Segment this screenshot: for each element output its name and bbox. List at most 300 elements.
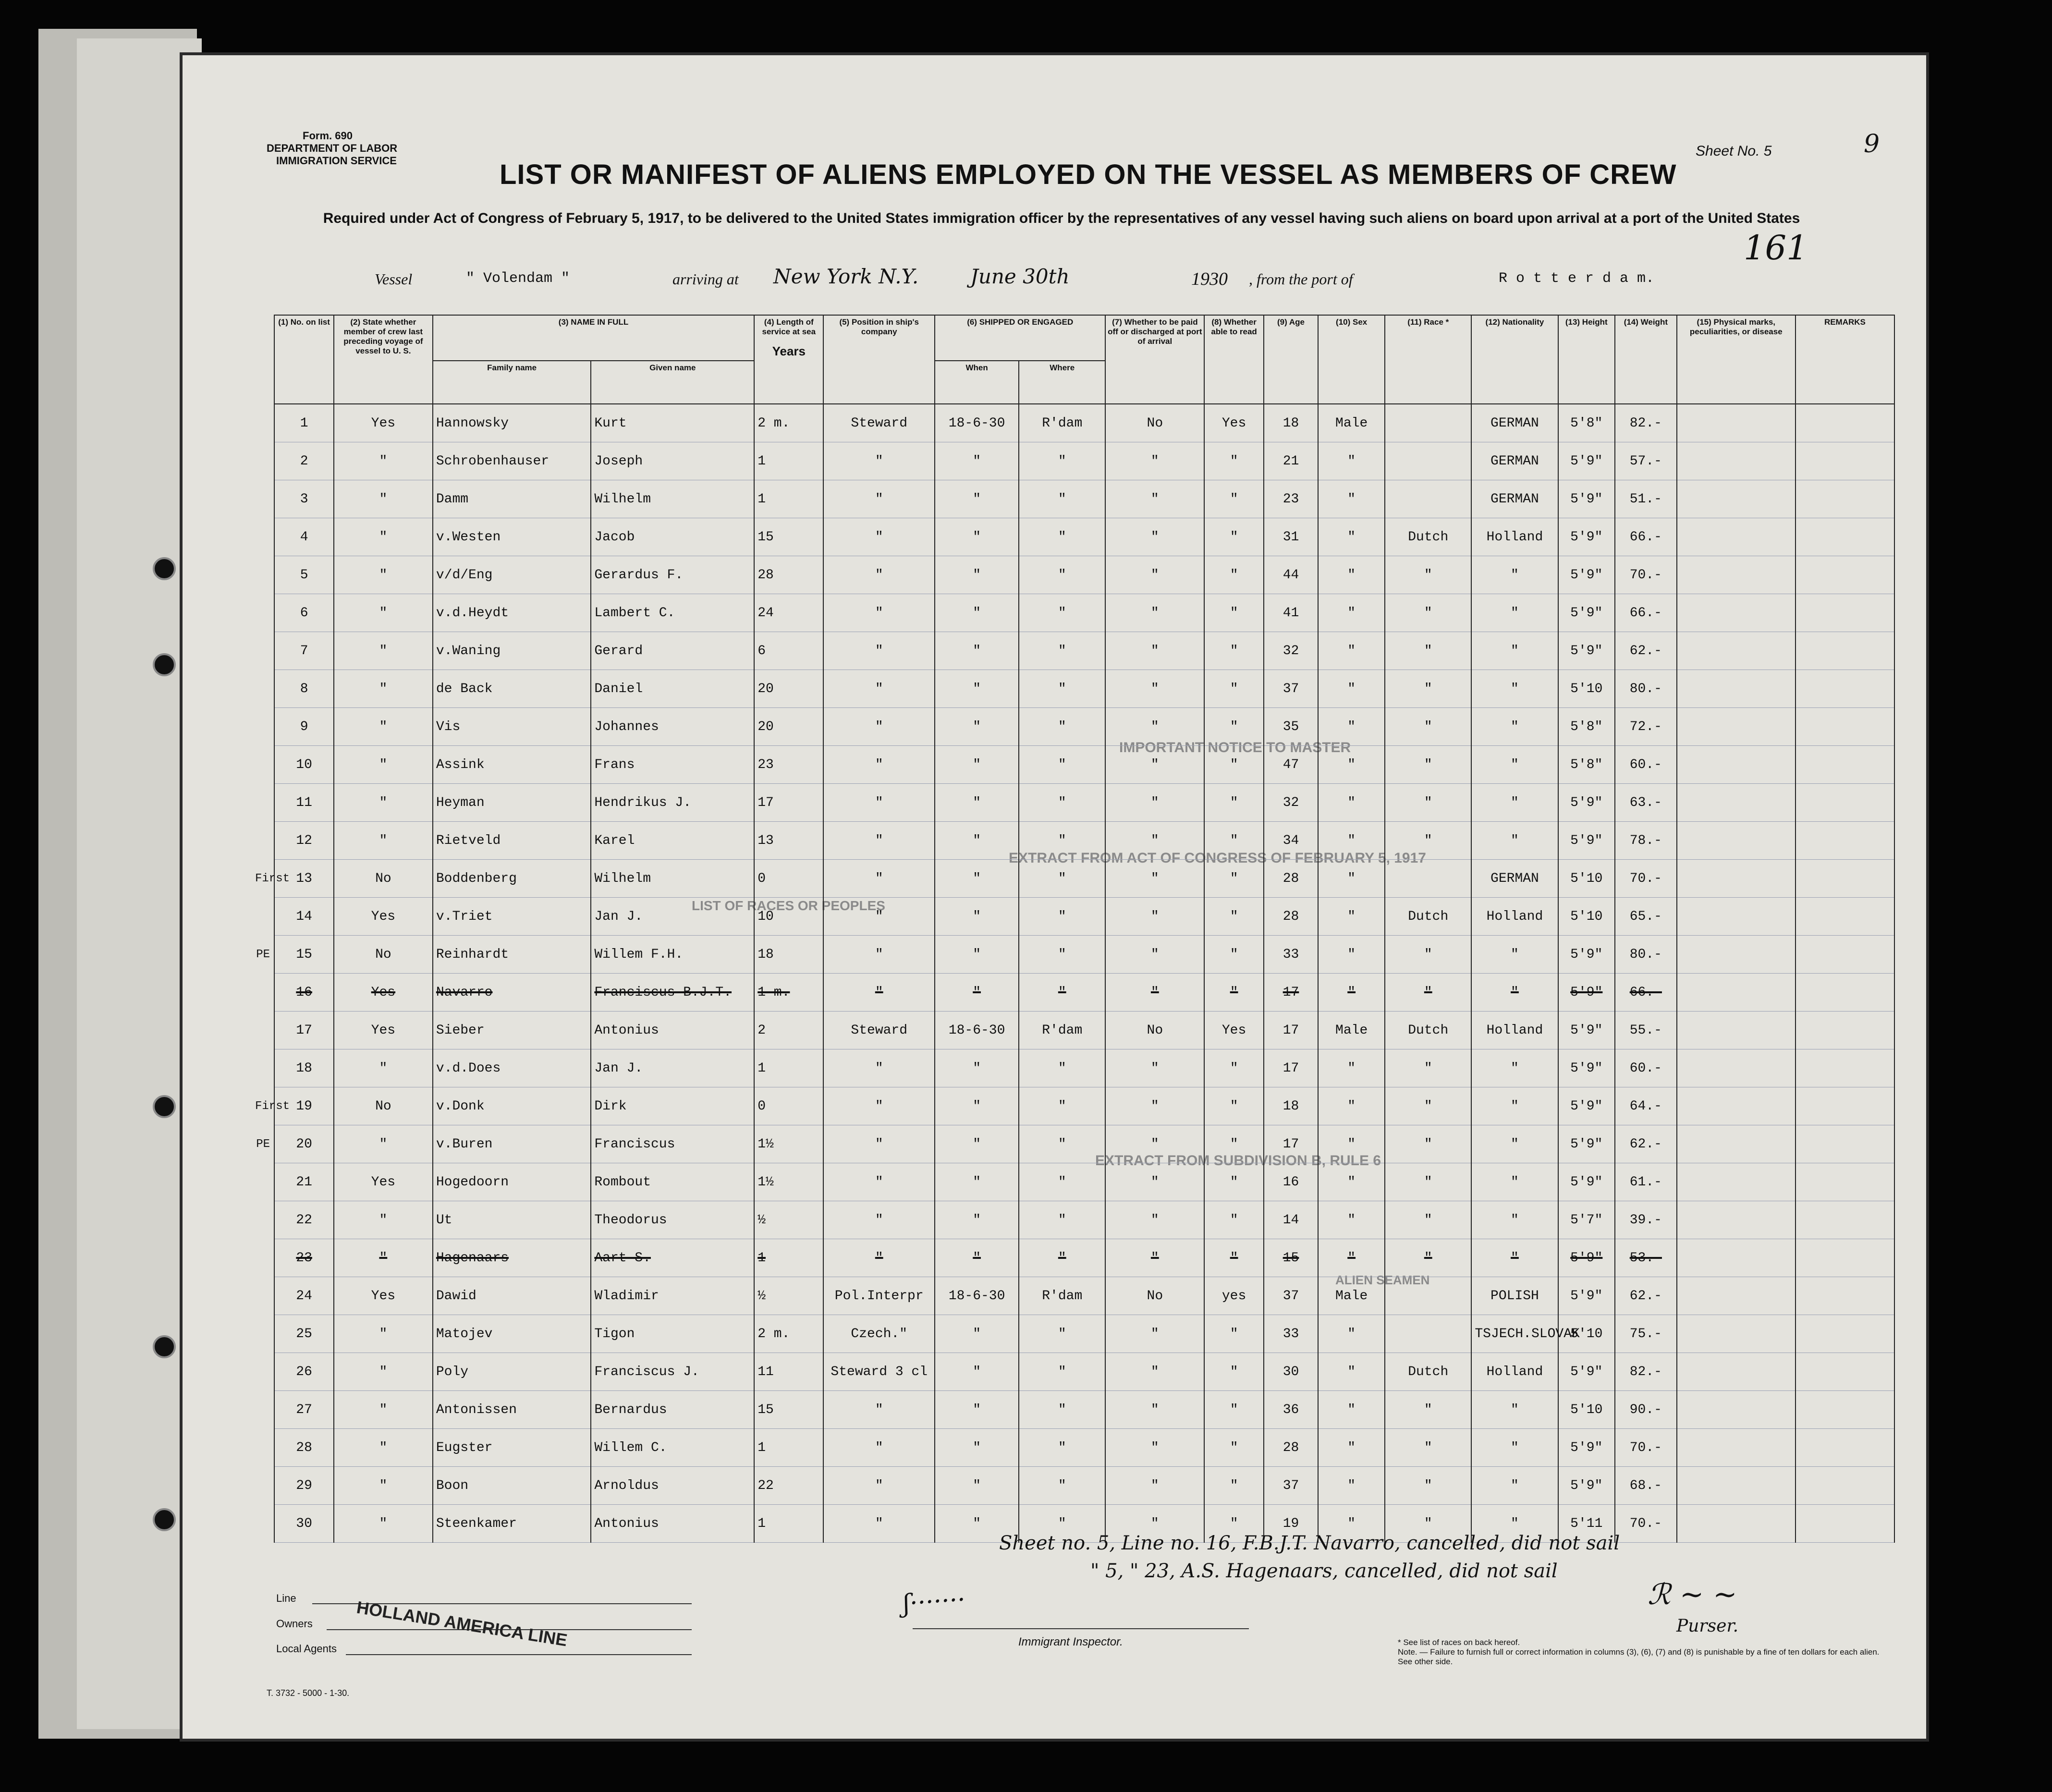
cell-previous-voyage: "	[334, 1049, 433, 1087]
cell-shipped-where: "	[1019, 632, 1105, 670]
cell-paid-off: "	[1105, 632, 1204, 670]
cell-physical-marks	[1677, 1391, 1796, 1429]
agents-label: Local Agents	[276, 1643, 337, 1655]
binder-hole	[153, 1508, 176, 1531]
cell-length-of-service: 23	[754, 746, 823, 784]
cell-position: "	[823, 898, 935, 936]
cell-nationality: Holland	[1471, 1353, 1558, 1391]
print-code: T. 3732 - 5000 - 1-30.	[267, 1688, 350, 1698]
cell-position: "	[823, 1467, 935, 1505]
cell-weight: 75.-	[1615, 1315, 1677, 1353]
cell-height: 5'9"	[1558, 1353, 1615, 1391]
cell-race: Dutch	[1385, 898, 1471, 936]
row-annotation	[252, 1429, 274, 1467]
cell-paid-off: "	[1105, 442, 1204, 480]
cell-previous-voyage: Yes	[334, 898, 433, 936]
row-annotation	[252, 556, 274, 594]
cell-given-name: Theodorus	[591, 1201, 754, 1239]
cell-given-name: Hendrikus J.	[591, 784, 754, 822]
cell-physical-marks	[1677, 936, 1796, 974]
col-service-unit: Years	[772, 344, 806, 358]
cell-nationality: "	[1471, 1201, 1558, 1239]
cell-row-number: 29	[274, 1467, 334, 1505]
handwritten-page-number: 161	[1744, 228, 1808, 268]
cell-row-number: 18	[274, 1049, 334, 1087]
cell-given-name: Frans	[591, 746, 754, 784]
cell-physical-marks	[1677, 1239, 1796, 1277]
cell-paid-off: "	[1105, 670, 1204, 708]
cell-height: 5'9"	[1558, 1277, 1615, 1315]
cell-remarks	[1796, 1277, 1894, 1315]
cell-weight: 61.-	[1615, 1163, 1677, 1201]
cell-family-name: v.Westen	[433, 518, 591, 556]
cell-paid-off: "	[1105, 860, 1204, 898]
cell-physical-marks	[1677, 1505, 1796, 1543]
cell-race: "	[1385, 670, 1471, 708]
cell-age: 14	[1264, 1201, 1318, 1239]
cell-weight: 78.-	[1615, 822, 1677, 860]
cell-given-name: Lambert C.	[591, 594, 754, 632]
cell-sex: "	[1318, 898, 1385, 936]
cell-row-number: 23	[274, 1239, 334, 1277]
cell-race: "	[1385, 936, 1471, 974]
table-row	[252, 1012, 1894, 1049]
cell-shipped-when: "	[935, 1315, 1019, 1353]
col-position: (5) Position in ship's company	[823, 315, 935, 404]
form-header	[267, 130, 397, 167]
page-title: LIST OR MANIFEST OF ALIENS EMPLOYED ON THE VESSEL AS MEMBERS OF CREW	[500, 159, 1677, 190]
cell-previous-voyage: "	[334, 480, 433, 518]
page-subtitle: Required under Act of Congress of February 5, 1917, to be delivered to the United States immigration officer by the representatives of any vessel having such aliens on board upon arrival at a port of the United States	[323, 210, 1800, 226]
cell-remarks	[1796, 518, 1894, 556]
table-row	[252, 442, 1894, 480]
cell-remarks	[1796, 708, 1894, 746]
cell-shipped-when: "	[935, 670, 1019, 708]
cell-paid-off: "	[1105, 1125, 1204, 1163]
table-row	[252, 1353, 1894, 1391]
cell-length-of-service: 1½	[754, 1163, 823, 1201]
cell-shipped-where: "	[1019, 1201, 1105, 1239]
cell-height: 5'8"	[1558, 404, 1615, 442]
cell-row-number: 22	[274, 1201, 334, 1239]
row-annotation	[252, 1163, 274, 1201]
cell-given-name: Kurt	[591, 404, 754, 442]
cell-height: 5'9"	[1558, 1012, 1615, 1049]
cell-race	[1385, 860, 1471, 898]
cell-family-name: Damm	[433, 480, 591, 518]
cell-height: 5'9"	[1558, 784, 1615, 822]
cell-previous-voyage: "	[334, 1429, 433, 1467]
cell-height: 5'9"	[1558, 1087, 1615, 1125]
cell-remarks	[1796, 1467, 1894, 1505]
cell-given-name: Rombout	[591, 1163, 754, 1201]
row-annotation: PE	[256, 948, 270, 961]
cell-row-number: 1	[274, 404, 334, 442]
cell-given-name: Bernardus	[591, 1391, 754, 1429]
table-row	[252, 1049, 1894, 1087]
cell-remarks	[1796, 746, 1894, 784]
cell-given-name: Willem F.H.	[591, 936, 754, 974]
cell-age: 37	[1264, 1277, 1318, 1315]
cell-sex: "	[1318, 1201, 1385, 1239]
binder-hole	[153, 557, 176, 580]
cell-position: "	[823, 518, 935, 556]
table-row	[252, 936, 1894, 974]
agents-rule	[346, 1654, 692, 1655]
cell-previous-voyage: "	[334, 1201, 433, 1239]
col-race: (11) Race *	[1385, 315, 1471, 404]
cell-sex: "	[1318, 1505, 1385, 1543]
cell-row-number: 17	[274, 1012, 334, 1049]
cell-row-number: 27	[274, 1391, 334, 1429]
binder-hole	[153, 653, 176, 676]
cell-shipped-when: "	[935, 784, 1019, 822]
cell-physical-marks	[1677, 1277, 1796, 1315]
cell-family-name: Poly	[433, 1353, 591, 1391]
cell-nationality: "	[1471, 1391, 1558, 1429]
cell-able-to-read: yes	[1204, 1277, 1264, 1315]
cell-weight: 60.-	[1615, 1049, 1677, 1087]
cell-position: "	[823, 632, 935, 670]
cell-family-name: Rietveld	[433, 822, 591, 860]
table-row	[252, 404, 1894, 442]
cell-physical-marks	[1677, 1315, 1796, 1353]
table-row	[252, 1201, 1894, 1239]
cell-weight: 90.-	[1615, 1391, 1677, 1429]
cell-race: "	[1385, 594, 1471, 632]
cell-race: Dutch	[1385, 1353, 1471, 1391]
cell-nationality: GERMAN	[1471, 442, 1558, 480]
cell-length-of-service: 22	[754, 1467, 823, 1505]
cell-length-of-service: 1	[754, 1239, 823, 1277]
table-row	[252, 1277, 1894, 1315]
cell-physical-marks	[1677, 898, 1796, 936]
cell-weight: 60.-	[1615, 746, 1677, 784]
row-annotation	[252, 1277, 274, 1315]
cell-height: 5'10	[1558, 860, 1615, 898]
table-row	[252, 1163, 1894, 1201]
cell-able-to-read: "	[1204, 860, 1264, 898]
cell-row-number: 21	[274, 1163, 334, 1201]
cell-shipped-when: "	[935, 518, 1019, 556]
cell-nationality: "	[1471, 822, 1558, 860]
cell-height: 5'9"	[1558, 632, 1615, 670]
cell-nationality: "	[1471, 632, 1558, 670]
cell-weight: 62.-	[1615, 632, 1677, 670]
cell-shipped-when: "	[935, 746, 1019, 784]
cell-length-of-service: 18	[754, 936, 823, 974]
row-annotation	[252, 974, 274, 1012]
cell-length-of-service: 20	[754, 670, 823, 708]
vessel-line	[375, 267, 1816, 295]
cell-given-name: Wilhelm	[591, 480, 754, 518]
cell-sex: "	[1318, 1391, 1385, 1429]
cell-remarks	[1796, 404, 1894, 442]
cell-remarks	[1796, 1239, 1894, 1277]
row-annotation	[252, 1049, 274, 1087]
table-row	[252, 898, 1894, 936]
cell-nationality: TSJECH.SLOVAK	[1471, 1315, 1558, 1353]
inspector-rule	[913, 1628, 1249, 1629]
cell-position: "	[823, 556, 935, 594]
cell-row-number: 19	[274, 1087, 334, 1125]
cell-weight: 70.-	[1615, 1505, 1677, 1543]
cell-sex: "	[1318, 746, 1385, 784]
cell-sex: "	[1318, 1239, 1385, 1277]
sheet-number: Sheet No. 5	[1696, 143, 1772, 159]
cell-age: 36	[1264, 1391, 1318, 1429]
cell-sex: "	[1318, 708, 1385, 746]
from-port-label: , from the port of	[1249, 270, 1353, 288]
cell-remarks	[1796, 1429, 1894, 1467]
cell-paid-off: "	[1105, 746, 1204, 784]
cell-race: "	[1385, 1429, 1471, 1467]
cell-position: Steward	[823, 1012, 935, 1049]
cell-sex: "	[1318, 1467, 1385, 1505]
cell-sex: "	[1318, 670, 1385, 708]
cell-sex: "	[1318, 1125, 1385, 1163]
cell-physical-marks	[1677, 1353, 1796, 1391]
col-paid-off: (7) Whether to be paid off or discharged at port of arrival	[1105, 315, 1204, 404]
inspector-signature: ʃ·······	[902, 1585, 966, 1619]
cell-length-of-service: 1 m.	[754, 974, 823, 1012]
cell-able-to-read: "	[1204, 822, 1264, 860]
cell-height: 5'9"	[1558, 936, 1615, 974]
cell-given-name: Karel	[591, 822, 754, 860]
cell-row-number: 30	[274, 1505, 334, 1543]
cell-remarks	[1796, 1505, 1894, 1543]
cell-race: "	[1385, 1505, 1471, 1543]
cell-weight: 70.-	[1615, 556, 1677, 594]
cell-weight: 80.-	[1615, 936, 1677, 974]
cell-height: 5'9"	[1558, 974, 1615, 1012]
cell-remarks	[1796, 822, 1894, 860]
table-row	[252, 974, 1894, 1012]
cell-given-name: Tigon	[591, 1315, 754, 1353]
cell-physical-marks	[1677, 822, 1796, 860]
cell-position: "	[823, 936, 935, 974]
cell-shipped-where: "	[1019, 1049, 1105, 1087]
cell-given-name: Aart S.	[591, 1239, 754, 1277]
cell-physical-marks	[1677, 1087, 1796, 1125]
cell-height: 5'10	[1558, 898, 1615, 936]
cancellation-note: Sheet no. 5, Line no. 16, F.B.J.T. Navarro, cancelled, did not sail	[999, 1532, 1620, 1554]
cell-sex: "	[1318, 1429, 1385, 1467]
cell-length-of-service: 1	[754, 1049, 823, 1087]
cell-nationality: "	[1471, 594, 1558, 632]
cell-given-name: Arnoldus	[591, 1467, 754, 1505]
cell-family-name: v.Triet	[433, 898, 591, 936]
cell-age: 32	[1264, 632, 1318, 670]
cell-race	[1385, 480, 1471, 518]
cell-previous-voyage: No	[334, 860, 433, 898]
cell-shipped-where: "	[1019, 784, 1105, 822]
cell-race: Dutch	[1385, 1012, 1471, 1049]
cell-previous-voyage: Yes	[334, 1012, 433, 1049]
cell-shipped-when: 18-6-30	[935, 404, 1019, 442]
cell-shipped-when: 18-6-30	[935, 1012, 1019, 1049]
cell-shipped-when: 18-6-30	[935, 1277, 1019, 1315]
cell-family-name: Assink	[433, 746, 591, 784]
cell-sex: "	[1318, 480, 1385, 518]
table-row	[252, 1239, 1894, 1277]
col-service	[754, 315, 823, 404]
bleed-heading: ALIEN SEAMEN	[1335, 1273, 1430, 1287]
cell-given-name: Joseph	[591, 442, 754, 480]
cell-nationality: "	[1471, 1125, 1558, 1163]
cell-previous-voyage: "	[334, 670, 433, 708]
cell-family-name: Heyman	[433, 784, 591, 822]
cell-paid-off: "	[1105, 784, 1204, 822]
footnote-penalty: Note. — Failure to furnish full or correct information in columns (3), (6), (7) and (8) is punishable by a fine of ten dollars for each alien. See other side.	[1398, 1647, 1880, 1666]
cell-nationality: "	[1471, 708, 1558, 746]
cell-height: 5'11	[1558, 1505, 1615, 1543]
cell-race	[1385, 1315, 1471, 1353]
cell-length-of-service: 0	[754, 1087, 823, 1125]
cell-family-name: v.d.Heydt	[433, 594, 591, 632]
cell-row-number: 24	[274, 1277, 334, 1315]
col-sex: (10) Sex	[1318, 315, 1385, 404]
cell-paid-off: No	[1105, 1277, 1204, 1315]
cell-weight: 51.-	[1615, 480, 1677, 518]
cell-remarks	[1796, 1012, 1894, 1049]
cell-previous-voyage: "	[334, 556, 433, 594]
cell-age: 28	[1264, 1429, 1318, 1467]
cell-shipped-where: "	[1019, 480, 1105, 518]
cell-able-to-read: "	[1204, 556, 1264, 594]
cell-shipped-where: "	[1019, 1467, 1105, 1505]
cell-physical-marks	[1677, 784, 1796, 822]
cell-length-of-service: 0	[754, 860, 823, 898]
cell-sex: "	[1318, 1163, 1385, 1201]
cell-shipped-where: "	[1019, 1391, 1105, 1429]
cell-family-name: Ut	[433, 1201, 591, 1239]
row-annotation	[252, 632, 274, 670]
cell-weight: 68.-	[1615, 1467, 1677, 1505]
cell-nationality: "	[1471, 556, 1558, 594]
cell-previous-voyage: "	[334, 1467, 433, 1505]
cell-length-of-service: ½	[754, 1277, 823, 1315]
cell-age: 16	[1264, 1163, 1318, 1201]
cell-paid-off: "	[1105, 1315, 1204, 1353]
cell-sex: "	[1318, 936, 1385, 974]
cell-length-of-service: 20	[754, 708, 823, 746]
cell-shipped-where: R'dam	[1019, 1012, 1105, 1049]
cell-remarks	[1796, 632, 1894, 670]
cell-paid-off: "	[1105, 594, 1204, 632]
cell-row-number: 5	[274, 556, 334, 594]
cell-race: "	[1385, 1467, 1471, 1505]
cell-previous-voyage: No	[334, 1087, 433, 1125]
cell-previous-voyage: "	[334, 632, 433, 670]
cell-paid-off: "	[1105, 518, 1204, 556]
vessel-label: Vessel	[375, 270, 413, 288]
cell-family-name: v.d.Does	[433, 1049, 591, 1087]
cell-able-to-read: "	[1204, 1391, 1264, 1429]
cell-shipped-when: "	[935, 1391, 1019, 1429]
cell-given-name: Franciscus J.	[591, 1353, 754, 1391]
cell-shipped-where: "	[1019, 556, 1105, 594]
cell-height: 5'9"	[1558, 518, 1615, 556]
cell-family-name: Navarro	[433, 974, 591, 1012]
cell-remarks	[1796, 1125, 1894, 1163]
row-annotation	[252, 404, 274, 442]
cell-shipped-where: "	[1019, 670, 1105, 708]
cell-previous-voyage: "	[334, 822, 433, 860]
cell-length-of-service: 24	[754, 594, 823, 632]
cell-remarks	[1796, 670, 1894, 708]
cell-race: "	[1385, 1239, 1471, 1277]
cell-row-number: 3	[274, 480, 334, 518]
cell-shipped-where: "	[1019, 1429, 1105, 1467]
cell-family-name: v.Buren	[433, 1125, 591, 1163]
cell-weight: 66.-	[1615, 594, 1677, 632]
bleed-heading: IMPORTANT NOTICE TO MASTER	[1119, 740, 1351, 756]
cell-given-name: Gerardus F.	[591, 556, 754, 594]
cell-shipped-when: "	[935, 974, 1019, 1012]
cell-race: "	[1385, 746, 1471, 784]
cell-sex: "	[1318, 1087, 1385, 1125]
cell-weight: 72.-	[1615, 708, 1677, 746]
form-service: IMMIGRATION SERVICE	[276, 155, 397, 167]
cell-shipped-where: "	[1019, 1315, 1105, 1353]
cell-sex: "	[1318, 632, 1385, 670]
cell-age: 18	[1264, 1087, 1318, 1125]
cell-weight: 62.-	[1615, 1125, 1677, 1163]
cell-shipped-when: "	[935, 556, 1019, 594]
purser-label: Purser.	[1676, 1616, 1739, 1636]
arriving-label: arriving at	[672, 270, 739, 288]
table-row	[252, 1391, 1894, 1429]
cell-nationality: Holland	[1471, 518, 1558, 556]
cell-height: 5'9"	[1558, 480, 1615, 518]
row-annotation	[252, 1239, 274, 1277]
cell-physical-marks	[1677, 1201, 1796, 1239]
cell-age: 35	[1264, 708, 1318, 746]
row-annotation	[252, 480, 274, 518]
cell-able-to-read: "	[1204, 1125, 1264, 1163]
cell-row-number: 26	[274, 1353, 334, 1391]
cell-row-number: 12	[274, 822, 334, 860]
cell-remarks	[1796, 1163, 1894, 1201]
cell-height: 5'10	[1558, 670, 1615, 708]
cell-length-of-service: 1	[754, 442, 823, 480]
row-annotation	[252, 1391, 274, 1429]
cell-shipped-when: "	[935, 1353, 1019, 1391]
cell-family-name: Dawid	[433, 1277, 591, 1315]
cell-paid-off: No	[1105, 1012, 1204, 1049]
cell-height: 5'9"	[1558, 1467, 1615, 1505]
cell-family-name: Steenkamer	[433, 1505, 591, 1543]
owners-label: Owners	[276, 1618, 313, 1630]
cell-shipped-where: "	[1019, 442, 1105, 480]
cell-remarks	[1796, 442, 1894, 480]
cell-paid-off: "	[1105, 1429, 1204, 1467]
cell-length-of-service: 17	[754, 784, 823, 822]
cell-shipped-when: "	[935, 1239, 1019, 1277]
cell-shipped-where: "	[1019, 518, 1105, 556]
cell-physical-marks	[1677, 1163, 1796, 1201]
footnotes	[1398, 1638, 1883, 1667]
departure-port: R o t t e r d a m.	[1499, 270, 1655, 287]
cell-given-name: Willem C.	[591, 1429, 754, 1467]
cell-physical-marks	[1677, 708, 1796, 746]
cell-paid-off: "	[1105, 1049, 1204, 1087]
cell-able-to-read: "	[1204, 784, 1264, 822]
cell-row-number: 7	[274, 632, 334, 670]
cell-age: 23	[1264, 480, 1318, 518]
cell-remarks	[1796, 1201, 1894, 1239]
